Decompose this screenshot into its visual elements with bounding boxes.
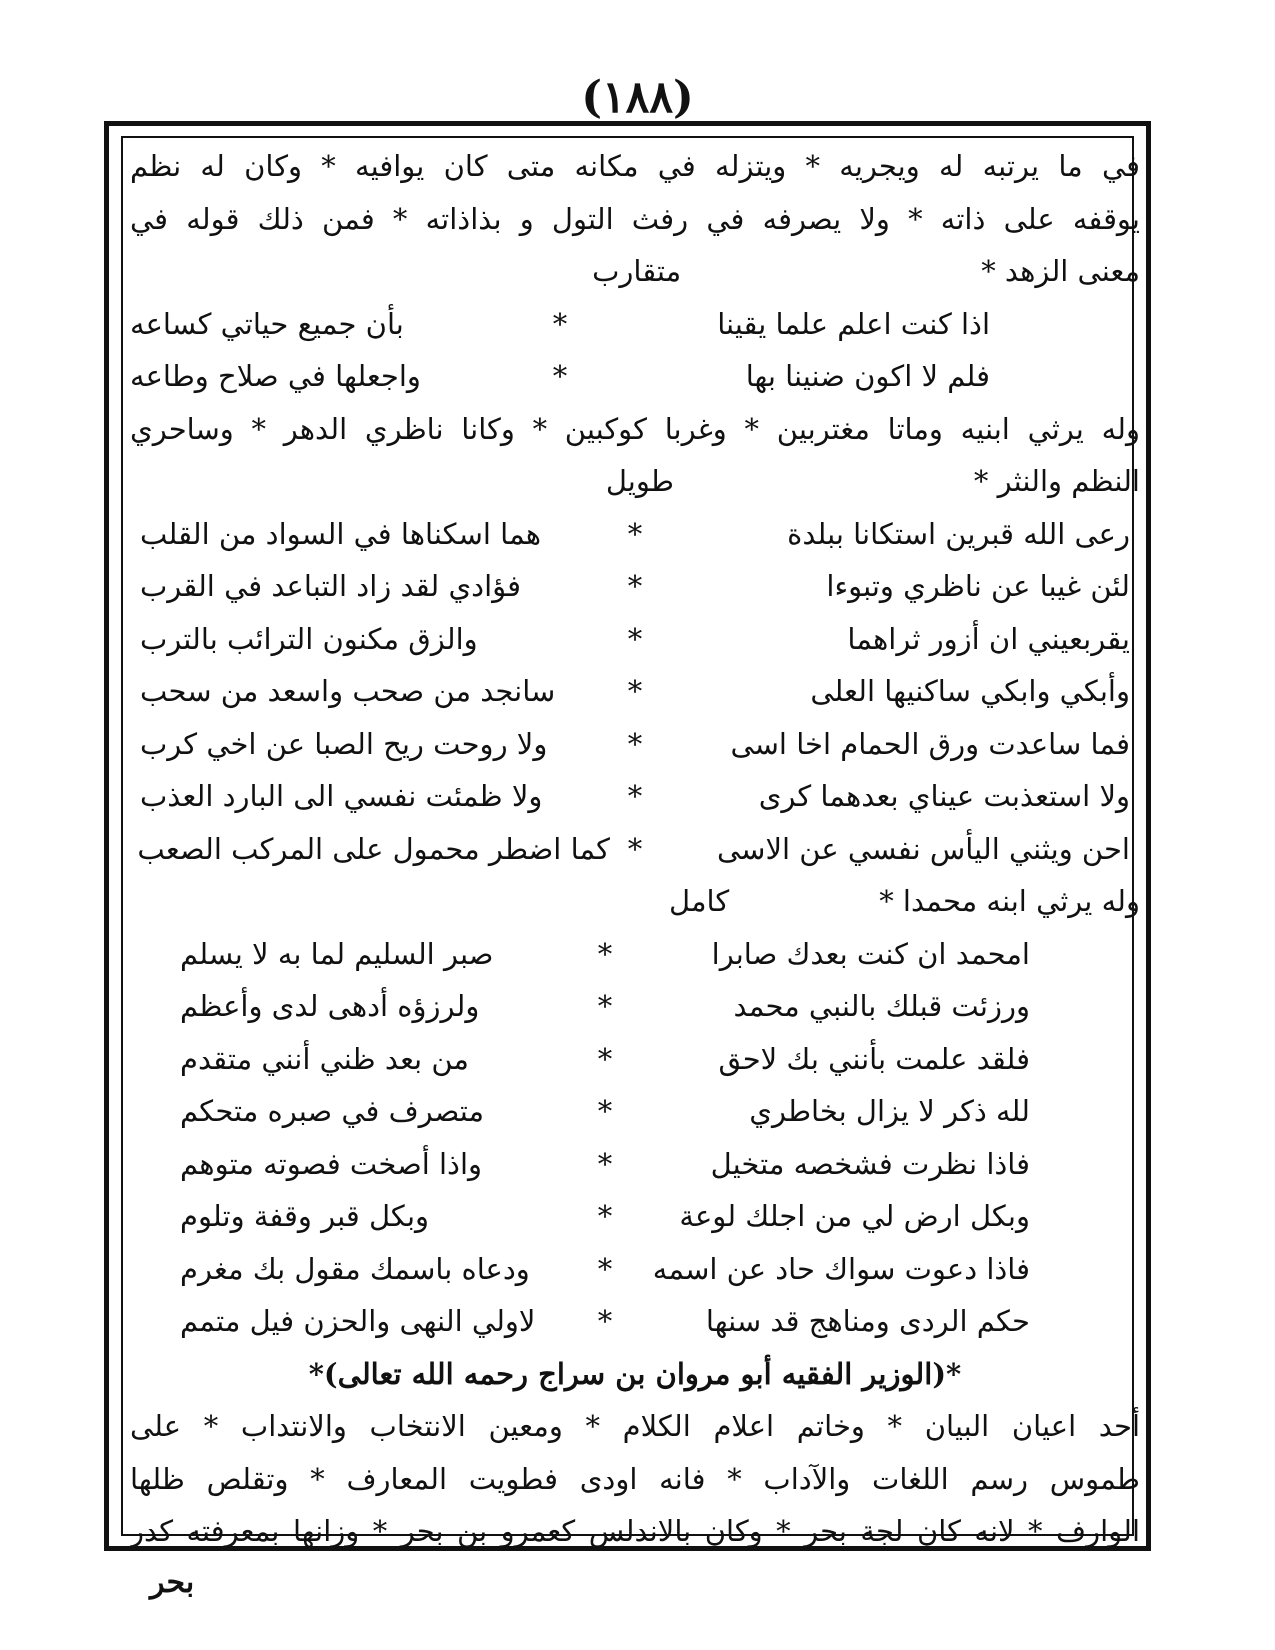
verse-second-hemistich: ولا روحت ريح الصبا عن اخي كرب: [140, 726, 548, 761]
verse-first-hemistich: فلقد علمت بأنني بك لاحق: [718, 1041, 1030, 1076]
verse-separator: *: [597, 989, 613, 1024]
verse-separator: *: [627, 779, 643, 814]
verse-first-hemistich: فاذا نظرت فشخصه متخيل: [710, 1146, 1030, 1181]
verse-line: [130, 1243, 1030, 1296]
verse-separator: *: [627, 831, 643, 866]
verse-line: [130, 1138, 1030, 1191]
verse-second-hemistich: والزق مكنون الترائب بالترب: [140, 621, 478, 656]
verse-line: [130, 770, 1130, 823]
verse-second-hemistich: سانجد من صحب واسعد من سحب: [140, 674, 556, 709]
verse-line: [130, 718, 1130, 771]
verse-line: [130, 508, 1130, 561]
verse-intro: [130, 455, 1140, 508]
verse-line: [130, 928, 1030, 981]
verse-line: [130, 560, 1130, 613]
verse-separator: *: [627, 516, 643, 551]
verse-second-hemistich: ولرزؤه أدهى لدى وأعظم: [180, 989, 480, 1024]
verse-first-hemistich: امحمد ان كنت بعدك صابرا: [711, 936, 1030, 971]
intro-text: معنى الزهد *: [981, 254, 1140, 288]
page-text: [130, 140, 1140, 1548]
poem-zuhd: [130, 298, 1140, 403]
verse-line: [130, 1033, 1030, 1086]
verse-second-hemistich: وبكل قبر وقفة وتلوم: [180, 1199, 430, 1234]
verse-second-hemistich: لاولي النهى والحزن فيل متمم: [180, 1304, 536, 1339]
prose-line: أحد اعيان البيان * وخاتم اعلام الكلام * ومعين الانتخاب والانتداب * على: [130, 1409, 1140, 1443]
verse-first-hemistich: فاذا دعوت سواك حاد عن اسمه: [652, 1251, 1030, 1286]
verse-first-hemistich: ورزئت قبلك بالنبي محمد: [733, 989, 1030, 1024]
intro-text: وله يرثي ابنه محمدا *: [879, 884, 1140, 918]
verse-line: [130, 823, 1130, 876]
verse-separator: *: [627, 621, 643, 656]
verse-first-hemistich: لله ذكر لا يزال بخاطري: [749, 1094, 1030, 1129]
verse-first-hemistich: يقربعيني ان أزور ثراهما: [847, 621, 1130, 656]
verse-second-hemistich: فؤادي لقد زاد التباعد في القرب: [140, 569, 521, 604]
verse-second-hemistich: واجعلها في صلاح وطاعه: [130, 359, 421, 394]
verse-second-hemistich: متصرف في صبره متحكم: [180, 1094, 485, 1129]
verse-second-hemistich: هما اسكناها في السواد من القلب: [140, 516, 542, 551]
verse-separator: *: [552, 359, 568, 394]
verse-second-hemistich: واذا أصخت فصوته متوهم: [180, 1146, 483, 1181]
verse-second-hemistich: صبر السليم لما به لا يسلم: [180, 936, 494, 971]
verse-separator: *: [597, 1304, 613, 1339]
verse-separator: *: [597, 1146, 613, 1181]
verse-separator: *: [597, 1041, 613, 1076]
verse-second-hemistich: كما اضطر محمول على المركب الصعب: [137, 831, 610, 866]
poem-elegy-muhammad: [130, 928, 1140, 1348]
verse-second-hemistich: ولا ظمئت نفسي الى البارد العذب: [140, 779, 543, 814]
verse-intro: [130, 245, 1140, 298]
poem-elegy-sons: [130, 508, 1140, 876]
verse-line: [130, 350, 990, 403]
verse-second-hemistich: ودعاه باسمك مقول بك مغرم: [180, 1251, 530, 1286]
verse-intro: [130, 875, 1140, 928]
verse-line: [130, 980, 1030, 1033]
verse-separator: *: [597, 936, 613, 971]
meter-label: كامل: [669, 884, 730, 918]
verse-line: [130, 1295, 1030, 1348]
verse-first-hemistich: اذا كنت اعلم علما يقينا: [717, 306, 990, 341]
verse-first-hemistich: فلم لا اكون ضنينا بها: [745, 359, 990, 394]
verse-separator: *: [552, 306, 568, 341]
verse-line: [130, 1190, 1030, 1243]
prose-line: الوارف * لانه كان لجة بحر * وكان بالاندلس كعمرو بن بحر * وزانها بمعرفته كدر: [130, 1514, 1140, 1548]
verse-first-hemistich: فما ساعدت ورق الحمام اخا اسى: [730, 726, 1130, 761]
prose-line: طموس رسم اللغات والآداب * فانه اودى فطويت المعارف * وتقلص ظلها: [130, 1461, 1140, 1496]
verse-first-hemistich: ولا استعذبت عيناي بعدهما كرى: [758, 779, 1130, 814]
verse-first-hemistich: وبكل ارض لي من اجلك لوعة: [679, 1199, 1030, 1234]
verse-first-hemistich: وأبكي وابكي ساكنيها العلى: [810, 674, 1130, 709]
verse-line: [130, 665, 1130, 718]
prose-line: يوقفه على ذاته * ولا يصرفه في رفث التول و بذاذاته * فمن ذلك قوله في: [130, 201, 1140, 236]
verse-separator: *: [597, 1199, 613, 1234]
verse-line: [130, 298, 990, 351]
verse-line: [130, 1085, 1030, 1138]
verse-first-hemistich: رعى الله قبرين استكانا ببلدة: [787, 516, 1130, 551]
verse-first-hemistich: حكم الردى ومناهج قد سنها: [705, 1304, 1030, 1339]
section-heading: *(الوزير الفقيه أبو مروان بن سراج رحمه الله تعالى)*: [308, 1356, 962, 1391]
verse-line: [130, 613, 1130, 666]
prose-line: وله يرثي ابنيه وماتا مغتربين * وغربا كوكبين * وكانا ناظري الدهر * وساحري: [130, 411, 1140, 446]
page-number: (١٨٨): [581, 72, 694, 123]
verse-separator: *: [597, 1094, 613, 1129]
verse-second-hemistich: من بعد ظني أنني متقدم: [180, 1041, 469, 1076]
verse-separator: *: [597, 1251, 613, 1286]
verse-separator: *: [627, 726, 643, 761]
catchword: بحر: [150, 1565, 195, 1600]
verse-separator: *: [627, 569, 643, 604]
verse-first-hemistich: احن ويثني اليأس نفسي عن الاسى: [716, 831, 1130, 866]
meter-label: طويل: [605, 464, 674, 498]
verse-separator: *: [627, 674, 643, 709]
verse-second-hemistich: بأن جميع حياتي كساعه: [130, 306, 404, 341]
prose-line: في ما يرتبه له ويجريه * ويتزله في مكانه متى كان يوافيه * وكان له نظم: [130, 149, 1140, 183]
meter-label: متقارب: [592, 254, 682, 288]
intro-text: النظم والنثر *: [973, 464, 1140, 498]
verse-first-hemistich: لئن غيبا عن ناظري وتبوءا: [826, 569, 1130, 604]
